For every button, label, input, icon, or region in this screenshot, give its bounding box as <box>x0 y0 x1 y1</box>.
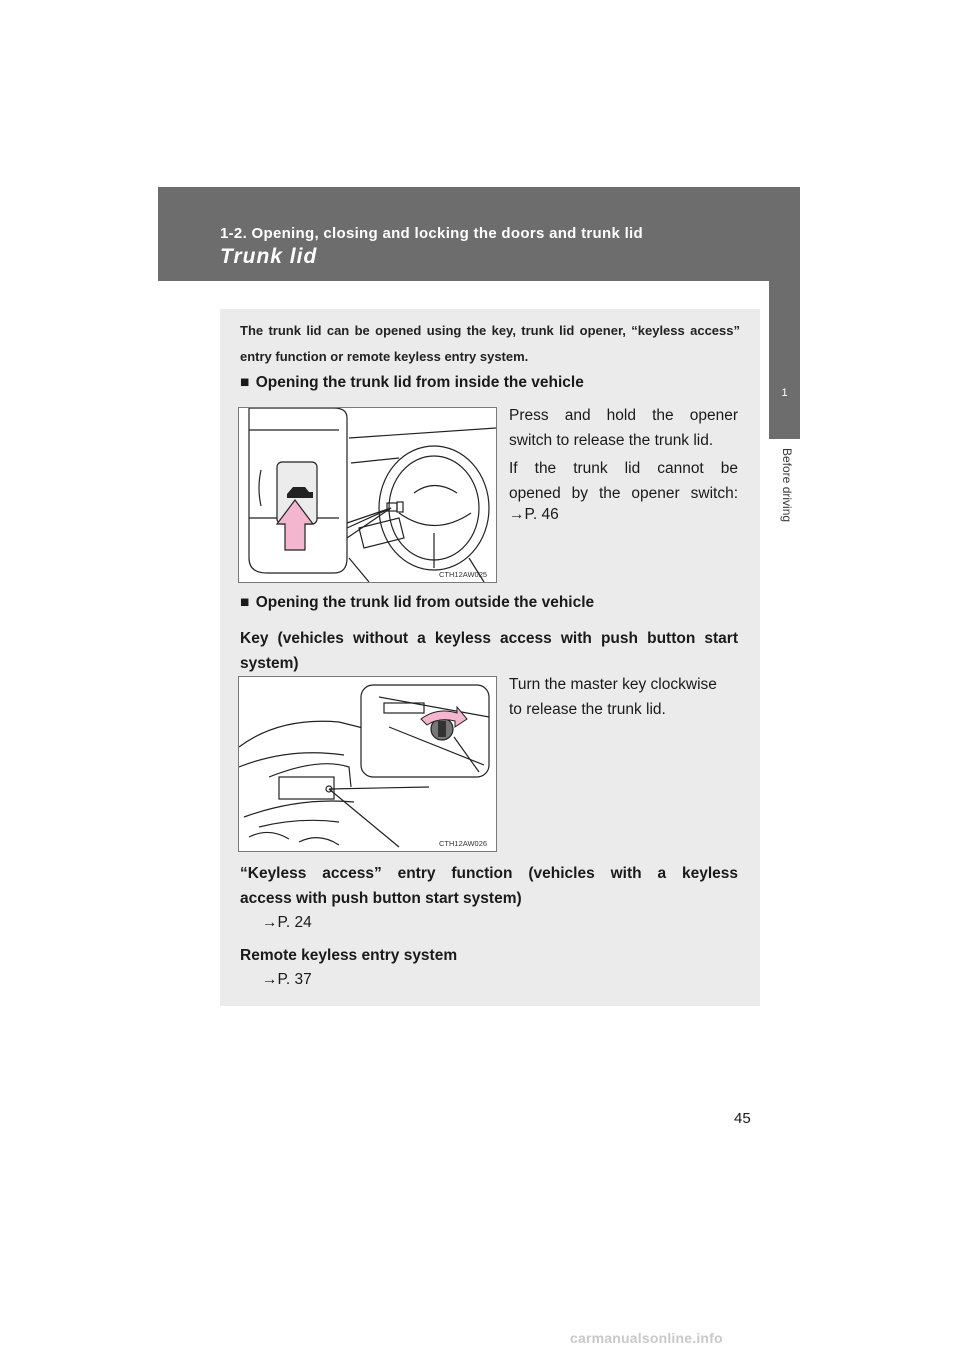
inside-ref-link[interactable]: →P. 46 <box>509 506 559 523</box>
master-key-illustration <box>239 677 496 851</box>
figure-opener-switch <box>238 407 497 583</box>
remote-heading: Remote keyless entry system <box>240 947 458 964</box>
keyless-heading-line2: access with push button start system) <box>240 890 522 907</box>
chapter-number: 1 <box>781 387 788 399</box>
key-heading-line2: system) <box>240 655 299 672</box>
inside-text-2-line2: opened by the opener switch: <box>509 485 738 502</box>
chapter-label: Before driving <box>780 448 794 523</box>
heading-inside-label: Opening the trunk lid from inside the vehicle <box>255 374 584 391</box>
heading-outside-label: Opening the trunk lid from outside the vehicle <box>255 594 595 611</box>
inside-text-2-line1: If the trunk lid cannot be <box>509 460 738 477</box>
outside-text-line2: to release the trunk lid. <box>509 701 666 718</box>
remote-ref-link[interactable]: →P. 37 <box>262 971 312 988</box>
bullet-square-icon: ■ <box>240 594 250 611</box>
section-title: 1-2. Opening, closing and locking the doors and trunk lid <box>220 225 643 242</box>
keyless-heading-line1: “Keyless access” entry function (vehicles with a keyless <box>240 865 738 882</box>
chapter-header <box>158 187 799 281</box>
key-heading-line1: Key (vehicles without a keyless access with push button start <box>240 630 738 647</box>
inside-text-1-line1: Press and hold the opener <box>509 407 738 424</box>
figure-code: CTH12AW025 <box>439 570 488 579</box>
chapter-tab <box>769 187 800 439</box>
opener-switch-illustration <box>239 408 496 582</box>
heading-inside <box>240 374 584 392</box>
watermark: carmanualsonline.info <box>570 1330 723 1346</box>
bullet-square-icon: ■ <box>240 374 250 391</box>
figure-code: CTH12AW026 <box>439 839 488 848</box>
page-title: Trunk lid <box>220 245 318 268</box>
inside-text-1-line2: switch to release the trunk lid. <box>509 432 714 449</box>
outside-text-line1: Turn the master key clockwise <box>509 676 717 693</box>
page-number: 45 <box>734 1110 751 1127</box>
figure-master-key <box>238 676 497 852</box>
heading-outside <box>240 594 594 612</box>
intro-text: The trunk lid can be opened using the key, trunk lid opener, “keyless access” entry function or remote keyless entry system. <box>240 323 740 364</box>
keyless-ref-link[interactable]: →P. 24 <box>262 914 312 931</box>
